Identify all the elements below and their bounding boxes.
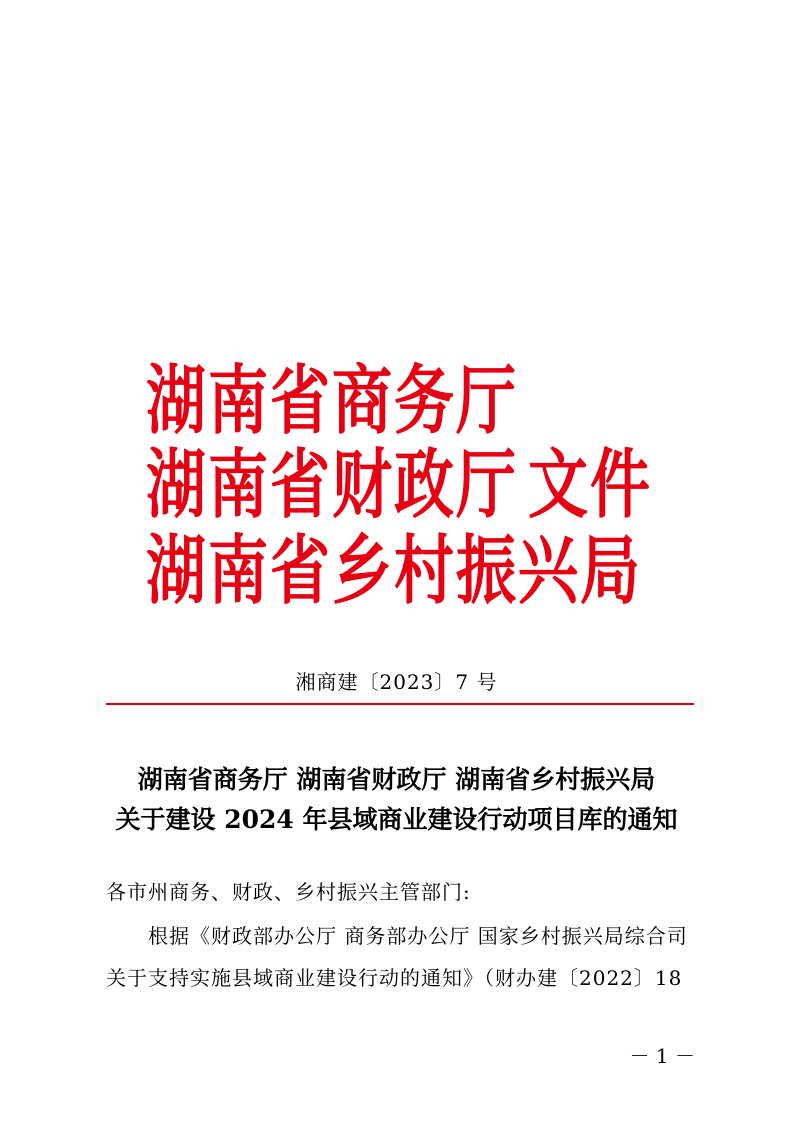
document-header	[146, 340, 706, 620]
body-paragraph-line-2: 关于支持实施县域商业建设行动的通知》（财办建〔2022〕18	[106, 966, 683, 990]
title-line-1: 湖南省商务厅 湖南省财政厅 湖南省乡村振兴局	[137, 765, 656, 794]
issuer-commerce: 湖南省商务厅	[146, 357, 518, 446]
red-divider	[106, 703, 694, 705]
issuer-finance: 湖南省财政厅	[146, 441, 518, 530]
issuer-rural-revitalization: 湖南省乡村振兴局	[146, 527, 642, 616]
title-line-2: 关于建设 2024 年县域商业建设行动项目库的通知	[115, 805, 678, 834]
document-number: 湘商建〔2023〕7 号	[295, 670, 498, 694]
addressee: 各市州商务、财政、乡村振兴主管部门:	[106, 880, 471, 904]
body-paragraph-line-1: 根据《财政部办公厅 商务部办公厅 国家乡村振兴局综合司	[148, 924, 688, 948]
document-label: 文件	[528, 441, 652, 530]
page-number: － 1 －	[629, 1044, 695, 1068]
